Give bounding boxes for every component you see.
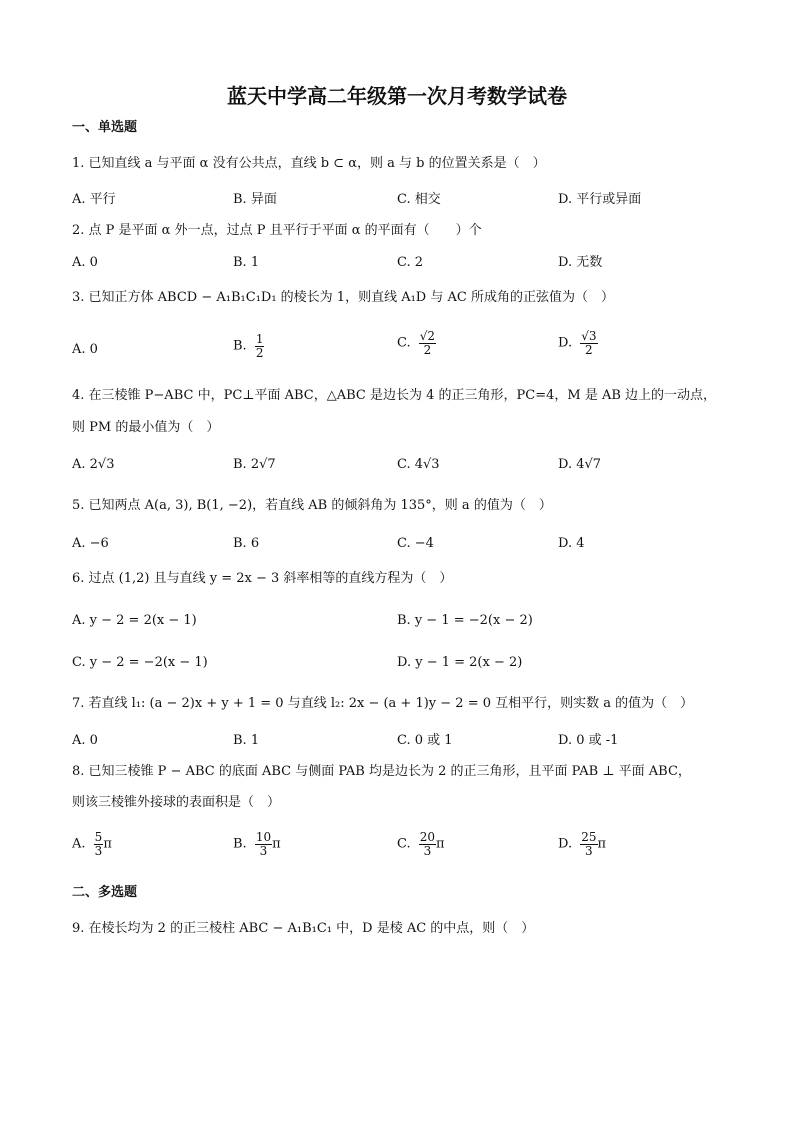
q3-option-c (397, 330, 436, 356)
q3-option-d-fraction (580, 330, 597, 356)
q2-option-b: B. 1 (233, 255, 260, 270)
q8-option-c-fraction (419, 831, 436, 857)
question-8: 8. 已知三棱锥 P − ABC 的底面 ABC 与侧面 PAB 均是边长为 2 的正三角形，且平面 PAB ⊥ 平面 ABC， (72, 764, 691, 779)
q4-option-d: D. 4√7 (558, 457, 602, 472)
fraction-denominator: 3 (585, 843, 593, 858)
pi-symbol: π (597, 836, 607, 852)
q5-option-a: A. −6 (72, 536, 109, 551)
q1-option-b: B. 异面 (233, 192, 277, 207)
fraction-numerator: 10 (255, 830, 272, 844)
q7-option-b: B. 1 (233, 733, 260, 748)
question-8-line-2: 则该三棱锥外接球的表面积是（ ） (72, 795, 281, 810)
q1-option-c: C. 相交 (397, 192, 441, 207)
q7-option-d: D. 0 或 -1 (558, 733, 619, 748)
q8-option-d (558, 831, 606, 857)
fraction-numerator: 20 (419, 830, 436, 844)
fraction-denominator: 2 (585, 342, 593, 357)
section-single-choice: 一、单选题 (72, 120, 138, 135)
q3-option-b-fraction (255, 333, 265, 359)
pi-symbol: π (103, 836, 112, 852)
fraction-denominator: 2 (423, 342, 432, 357)
q3-option-a: A. 0 (72, 342, 98, 357)
fraction-numerator: √3 (581, 329, 597, 343)
q6-option-b: B. y − 1 = −2(x − 2) (397, 613, 533, 628)
fraction-numerator: 5 (94, 830, 103, 844)
q7-option-c: C. 0 或 1 (397, 733, 453, 748)
fraction-denominator: 3 (259, 843, 268, 858)
question-5: 5. 已知两点 A(a, 3), B(1, −2)，若直线 AB 的倾斜角为 135°，则 a 的值为（ ） (72, 498, 552, 513)
q1-option-d: D. 平行或异面 (558, 192, 642, 207)
question-4: 4. 在三棱锥 P−ABC 中，PC⊥平面 ABC，△ABC 是边长为 4 的正三角形，PC=4，M 是 AB 边上的一动点， (72, 388, 717, 403)
q5-option-d: D. 4 (558, 536, 585, 551)
q8-option-c (397, 831, 445, 857)
section-multiple-choice: 二、多选题 (72, 885, 138, 900)
q4-option-b: B. 2√7 (233, 457, 276, 472)
pi-symbol: π (436, 836, 445, 852)
question-1: 1. 已知直线 a 与平面 α 没有公共点，直线 b ⊂ α，则 a 与 b 的位置关系是（ ） (72, 156, 546, 171)
q4-option-a: A. 2√3 (72, 457, 115, 472)
fraction-numerator: √2 (419, 329, 436, 343)
question-4-line-2: 则 PM 的最小值为（ ） (72, 420, 220, 435)
q8-option-a-label: A. (72, 836, 86, 852)
q4-option-c: C. 4√3 (397, 457, 440, 472)
q2-option-a: A. 0 (72, 255, 98, 270)
q3-option-b (233, 333, 264, 359)
question-9: 9. 在棱长均为 2 的正三棱柱 ABC − A₁B₁C₁ 中，D 是棱 AC 的中点，则（ ） (72, 921, 535, 936)
q3-option-c-fraction (419, 330, 436, 356)
q2-option-c: C. 2 (397, 255, 424, 270)
question-7: 7. 若直线 l₁: (a − 2)x + y + 1 = 0 与直线 l₂: 2x − (a + 1)y − 2 = 0 互相平行，则实数 a 的值为（ ） (72, 696, 694, 711)
q8-option-d-fraction (580, 831, 597, 857)
q3-option-c-label: C. (397, 335, 411, 351)
q8-option-b-fraction (255, 831, 272, 857)
fraction-denominator: 3 (423, 843, 432, 858)
q6-option-c: C. y − 2 = −2(x − 1) (72, 655, 208, 670)
page-title: 蓝天中学高二年级第一次月考数学试卷 (227, 84, 567, 108)
q7-option-a: A. 0 (72, 733, 98, 748)
q5-option-c: C. −4 (397, 536, 434, 551)
q8-option-a-fraction (94, 831, 104, 857)
question-6: 6. 过点 (1,2) 且与直线 y = 2x − 3 斜率相等的直线方程为（ ） (72, 571, 453, 586)
fraction-numerator: 1 (255, 332, 264, 346)
q8-option-b (233, 831, 281, 857)
q1-option-a: A. 平行 (72, 192, 116, 207)
question-3: 3. 已知正方体 ABCD − A₁B₁C₁D₁ 的棱长为 1，则直线 A₁D 与 AC 所成角的正弦值为（ ） (72, 290, 614, 305)
pi-symbol: π (272, 836, 281, 852)
fraction-numerator: 25 (581, 830, 597, 844)
q8-option-d-label: D. (558, 836, 573, 852)
question-2: 2. 点 P 是平面 α 外一点，过点 P 且平行于平面 α 的平面有（ ）个 (72, 223, 482, 238)
q8-option-a (72, 831, 112, 857)
q2-option-d: D. 无数 (558, 255, 603, 270)
q8-option-c-label: C. (397, 836, 411, 852)
fraction-denominator: 3 (94, 843, 103, 858)
q3-option-d-label: D. (558, 335, 573, 351)
q6-option-d: D. y − 1 = 2(x − 2) (397, 655, 523, 670)
q3-option-b-label: B. (233, 338, 247, 354)
q5-option-b: B. 6 (233, 536, 260, 551)
fraction-denominator: 2 (255, 345, 264, 360)
q6-option-a: A. y − 2 = 2(x − 1) (72, 613, 197, 628)
q8-option-b-label: B. (233, 836, 247, 852)
q3-option-d (558, 330, 598, 356)
